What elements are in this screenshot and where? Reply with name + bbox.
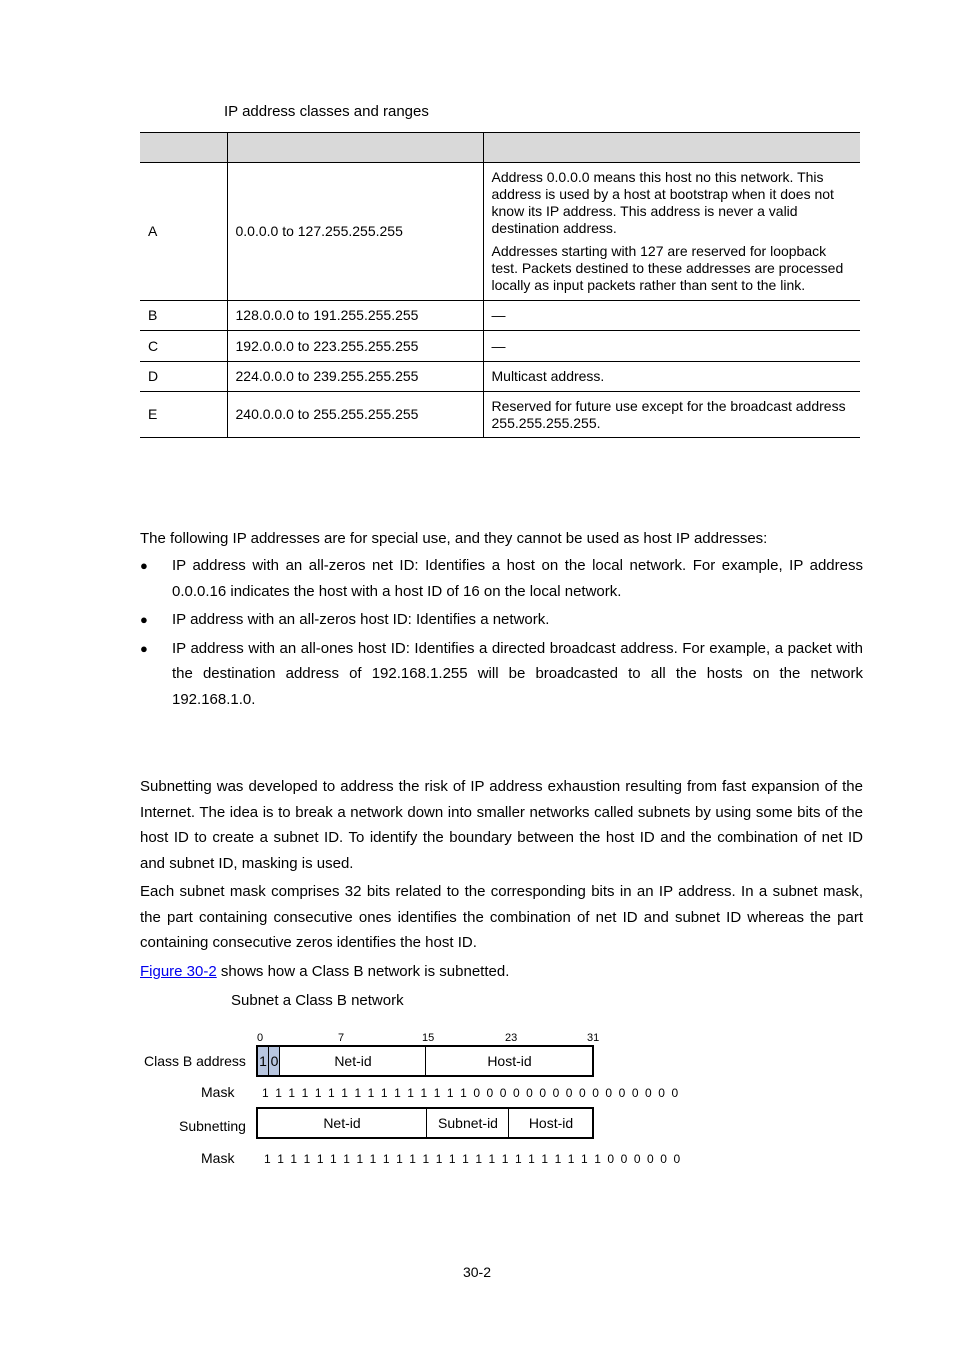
note-cell (483, 163, 860, 301)
figure-link[interactable]: Figure 30-2 (140, 963, 217, 980)
class-b-address-label: Class B address (144, 1053, 246, 1069)
host-id-field: Host-id (508, 1109, 593, 1137)
list-item-text: IP address with an all-zeros host ID: Identifies a network. (172, 611, 550, 628)
list-item-text: IP address with an all-zeros net ID: Identifies a host on the local network. For example, IP address 0.0.0.16 indicates the host with a host ID of 16 on the local network. (172, 557, 863, 600)
table-caption: IP address classes and ranges (224, 103, 429, 120)
bit-one-cell (258, 1047, 268, 1075)
net-id-field: Net-id (279, 1047, 426, 1075)
class-cell: E (140, 392, 227, 438)
net-id-field: Net-id (323, 1115, 361, 1131)
list-item (140, 607, 863, 633)
mask-label: Mask (201, 1150, 235, 1166)
class-b-address-box (256, 1045, 594, 1077)
header-note (483, 133, 860, 163)
subnet-id-field: Subnet-id (426, 1109, 509, 1137)
class-cell: C (140, 331, 227, 362)
range-cell: 128.0.0.0 to 191.255.255.255 (227, 301, 483, 331)
mask-bits: 1 1 1 1 1 1 1 1 1 1 1 1 1 1 1 1 0 0 0 0 0 0 0 0 0 0 0 0 0 0 0 0 (262, 1086, 680, 1100)
range-cell: 224.0.0.0 to 239.255.255.255 (227, 362, 483, 392)
bit-zero: 0 (270, 1053, 279, 1069)
list-item-text: IP address with an all-ones host ID: Identifies a directed broadcast address. For example, a packet with the destination address of 192.168.1.255 will be broadcasted to all the hosts on the network 192.168.1.0. (172, 639, 863, 708)
subnetting-box (256, 1107, 594, 1139)
special-intro: The following IP addresses are for special use, and they cannot be used as host IP addresses: (140, 530, 768, 547)
host-id-field: Host-id (425, 1047, 593, 1075)
figure-reference (140, 959, 509, 985)
note-cell: Multicast address. (483, 362, 860, 392)
figure-caption: Subnet a Class B network (231, 992, 404, 1009)
bullet-icon: ● (140, 640, 148, 656)
subnetting-paragraph-1: Subnetting was developed to address the risk of IP address exhaustion resulting from fast expansion of the Internet. The idea is to break a network down into smaller networks called subnets by using some bits of the host ID to create a subnet ID. To identify the boundary between the host ID and the combination of net ID and subnet ID, masking is used. (140, 778, 863, 872)
mask-bits: 1 1 1 1 1 1 1 1 1 1 1 1 1 1 1 1 1 1 1 1 1 1 1 1 1 1 0 0 0 0 0 0 (264, 1152, 682, 1166)
bit-position-23: 23 (505, 1032, 518, 1044)
table-row (140, 392, 860, 438)
note-text: Addresses starting with 127 are reserved for loopback test. Packets destined to these addresses are processed locally as input packets rather than sent to the link. (491, 243, 844, 293)
table-row (140, 301, 860, 331)
subnetting-paragraph-2: Each subnet mask comprises 32 bits related to the corresponding bits in an IP address. In a subnet mask, the part containing consecutive ones identifies the combination of net ID and subnet ID whereas the part containing consecutive zeros identifies the host ID. (140, 883, 863, 951)
figure-reference-text: shows how a Class B network is subnetted. (216, 963, 510, 980)
table-row (140, 163, 860, 301)
table-row (140, 362, 860, 392)
page-number: 30-2 (462, 1264, 492, 1280)
bullet-icon: ● (140, 558, 148, 573)
bit-position-7: 7 (338, 1032, 345, 1044)
class-cell: A (140, 163, 227, 301)
range-cell: 192.0.0.0 to 223.255.255.255 (227, 331, 483, 362)
special-address-list (140, 553, 863, 715)
ip-classes-table (140, 132, 860, 438)
note-cell: — (483, 301, 860, 331)
class-cell: B (140, 301, 227, 331)
bit-one: 1 (259, 1053, 267, 1069)
bit-position-31: 31 (587, 1032, 600, 1044)
list-item (140, 636, 863, 713)
class-cell: D (140, 362, 227, 392)
note-cell: — (483, 331, 860, 362)
range-cell: 240.0.0.0 to 255.255.255.255 (227, 392, 483, 438)
note-text: Address 0.0.0.0 means this host no this network. This address is used by a host at bootstrap when it does not know its IP address. This address is never a valid destination address. (491, 169, 834, 236)
mask-label: Mask (201, 1084, 235, 1100)
bit-position-0: 0 (257, 1032, 264, 1044)
bullet-icon: ● (140, 612, 148, 627)
list-item (140, 553, 863, 604)
subnetting-label: Subnetting (179, 1118, 246, 1134)
range-cell: 0.0.0.0 to 127.255.255.255 (227, 163, 483, 301)
table-header-row (140, 133, 860, 163)
table-row (140, 331, 860, 362)
header-range (227, 133, 483, 163)
bit-position-15: 15 (422, 1032, 435, 1044)
header-class (140, 133, 227, 163)
note-cell: Reserved for future use except for the broadcast address 255.255.255.255. (483, 392, 860, 438)
